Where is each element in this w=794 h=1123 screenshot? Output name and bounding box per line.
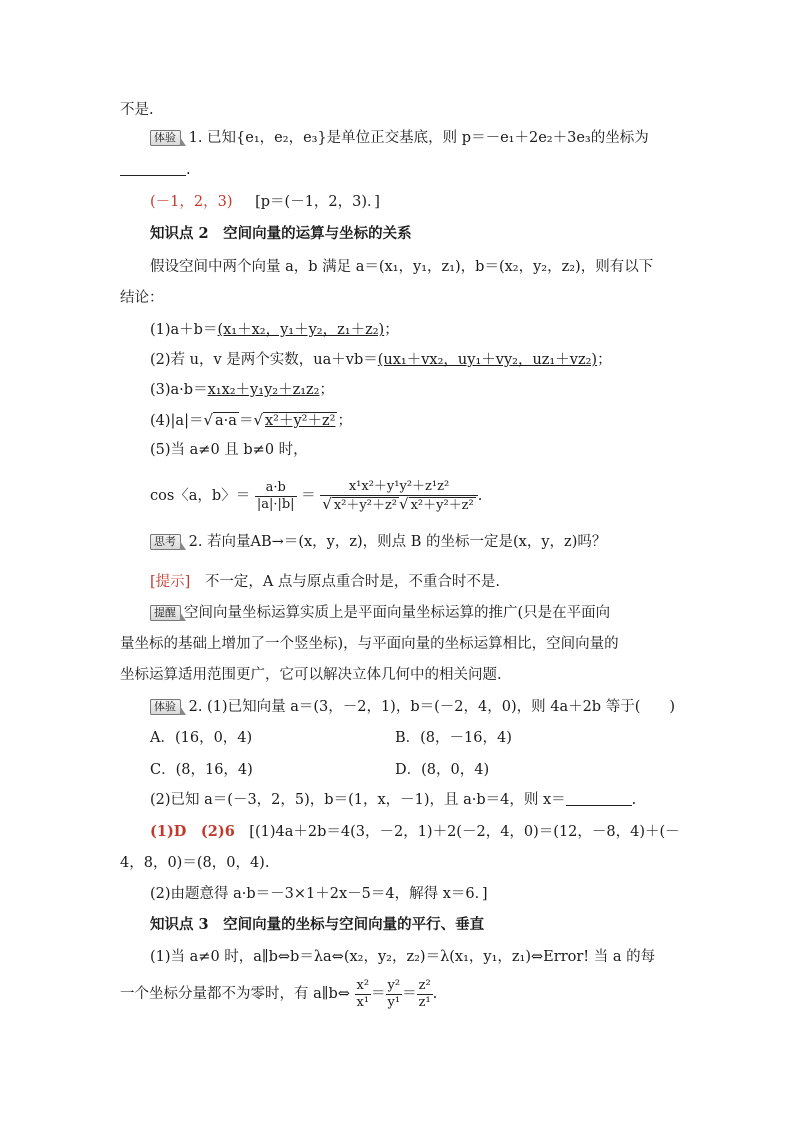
text-line: 4，8，0)＝(8，0，4). xyxy=(120,855,270,871)
option-a: A．(16，0，4) xyxy=(150,730,253,746)
reminder: 提醒 空间向量坐标运算实质上是平面向量坐标运算的推广(只是在平面向 xyxy=(150,603,610,623)
hint-line: [提示] 不一定，A 点与原点重合时是，不重合时不是. xyxy=(150,574,501,590)
formula-2: (2)若 u，v 是两个实数，ua＋vb＝(ux₁＋vx₂，uy₁＋vy₂，uz₁＋vz₂)； xyxy=(150,352,612,368)
tixing-tag-icon: 提醒 xyxy=(150,605,181,621)
text-line: 坐标运算适用范围更广，它可以解决立体几何中的相关问题. xyxy=(120,667,502,683)
text-line: 假设空间中两个向量 a，b 满足 a＝(x₁，y₁，z₁)，b＝(x₂，y₂，z₂)，则有以下 xyxy=(150,259,654,275)
tiyan-tag-icon: 体验 xyxy=(150,130,181,146)
fraction: $\frac{\text{x²}}{\text{x¹}}$ xyxy=(356,977,370,1010)
formula-1: (1)a＋b＝(x₁＋x₂，y₁＋y₂，z₁＋z₂)； xyxy=(150,322,399,338)
answer-1: (－1，2，3) [p＝(－1，2，3)．] xyxy=(150,194,380,210)
fraction: $\frac{\text{y²}}{\text{y¹}}$ xyxy=(387,977,401,1010)
formula-cos: cos〈a，b〉＝ $\frac{a\cdot b}{|a|\cdot|b|}$ ＝ $\frac{\text{x¹x²＋y¹y²＋z¹z²}}{\text{√ x²＋y²＋z² √ x²＋y²＋z²}}$ . xyxy=(150,478,483,513)
fraction: $\frac{\text{x¹x²＋y¹y²＋z¹z²}}{\text{√ x²＋y²＋z² √ x²＋y²＋z²}}$ xyxy=(320,479,477,514)
text-line: (1)当 a≠0 时，a∥b⇔b＝λa⇔(x₂，y₂，z₂)＝λ(x₁，y₁，z₁)⇔Error! 当 a 的每 xyxy=(150,949,656,965)
option-c: C．(8，16，4) xyxy=(150,762,253,778)
option-b: B．(8，－16，4) xyxy=(395,730,512,746)
section-heading-2: 知识点 2 空间向量的运算与坐标的关系 xyxy=(150,225,412,242)
option-d: D．(8，0，4) xyxy=(395,762,490,778)
answer-blank xyxy=(120,161,186,176)
text-line: 结论： xyxy=(120,290,164,306)
think-2: 思考 2. 若向量AB→＝(x，y，z)，则点 B 的坐标一定是(x，y，z)吗？ xyxy=(150,532,606,552)
sqrt-icon: √ xyxy=(322,494,332,513)
answer-blank xyxy=(566,791,632,806)
section-heading-3: 知识点 3 空间向量的坐标与空间向量的平行、垂直 xyxy=(150,916,485,933)
text-line: (2)由题意得 a·b＝－3×1＋2x－5＝4，解得 x＝6．] xyxy=(150,886,488,902)
sqrt-icon: √ xyxy=(203,411,214,429)
sikao-tag-icon: 思考 xyxy=(150,534,181,550)
exercise-2-part-2: (2)已知 a＝(－3，2，5)，b＝(1，x，－1)，且 a·b＝4，则 x＝ . xyxy=(150,792,637,808)
formula-parallel: 一个坐标分量都不为零时，有 a∥b⇔ $\frac{\text{x²}}{\text{x¹}}$ ＝ $\frac{\text{y²}}{\text{y¹}}$ ＝ $\frac{\text{z²}}{\text{z¹}}$ . xyxy=(120,977,438,1010)
fraction: $\frac{a\cdot b}{|a|\cdot|b|}$ xyxy=(256,479,295,512)
formula-4: (4)|a|＝√ a·a ＝√ x²＋y²＋z² ； xyxy=(150,411,352,429)
sqrt-icon: √ xyxy=(253,411,263,429)
exercise-2: 体验 2. (1)已知向量 a＝(3，－2，1)，b＝(－2，4，0)，则 4a＋2b 等于( ) xyxy=(150,697,675,717)
text-line: 不是. xyxy=(120,102,154,118)
answer-blank-line: . xyxy=(120,160,191,180)
fraction: $\frac{\text{z²}}{\text{z¹}}$ xyxy=(418,977,431,1010)
text-line: (5)当 a≠0 且 b≠0 时， xyxy=(150,442,308,458)
text-line: 量坐标的基础上增加了一个竖坐标)，与平面向量的坐标运算相比，空间向量的 xyxy=(120,636,619,652)
tiyan-tag-icon: 体验 xyxy=(150,699,181,715)
answer-2: (1)D (2)6 [(1)4a＋2b＝4(3，－2，1)＋2(－2，4，0)＝(12，－8，4)＋(－ xyxy=(150,823,680,840)
sqrt-icon: √ xyxy=(399,494,409,513)
exercise-1: 体验 1. 已知{e₁，e₂，e₃}是单位正交基底，则 p＝－e₁＋2e₂＋3e₃的坐标为 xyxy=(150,128,649,148)
formula-3: (3)a·b＝x₁x₂＋y₁y₂＋z₁z₂； xyxy=(150,382,334,398)
